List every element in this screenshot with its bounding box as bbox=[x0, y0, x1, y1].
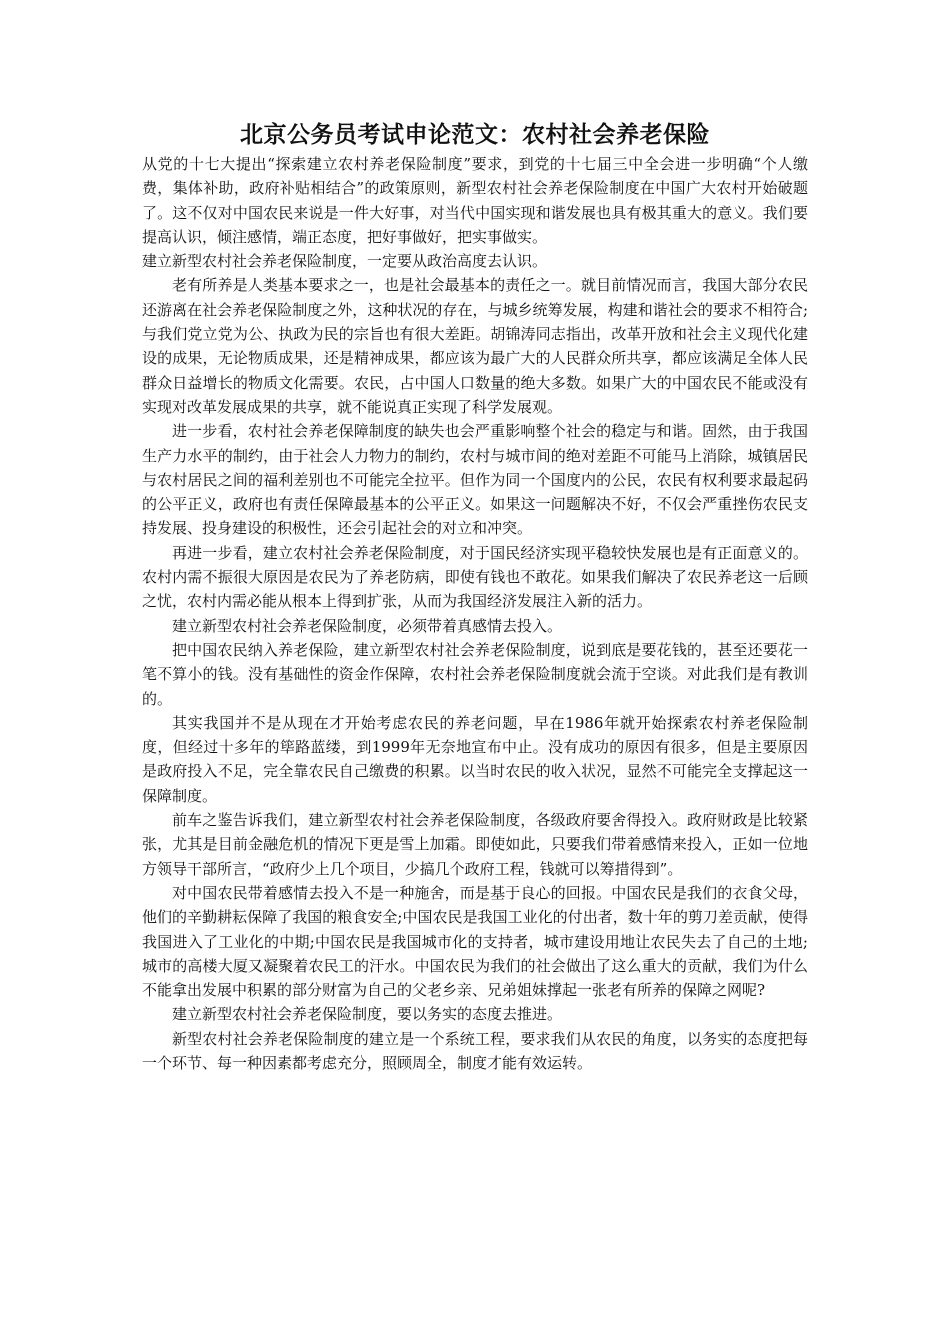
document-page bbox=[142, 118, 808, 1075]
paragraph: 新型农村社会养老保险制度的建立是一个系统工程，要求我们从农民的角度，以务实的态度把每一个环节、每一种因素都考虑充分，照顾周全，制度才能有效运转。 bbox=[142, 1029, 808, 1072]
paragraph: 从党的十七大提出“探索建立农村养老保险制度”要求，到党的十七届三中全会进一步明确“个人缴费，集体补助，政府补贴相结合”的政策原则，新型农村社会养老保险制度在中国广大农村开始破题了。这不仅对中国农民来说是一件大好事，对当代中国实现和谐发展也具有极其重大的意义。我们要提高认识，倾注感情，端正态度，把好事做好，把实事做实。 bbox=[142, 155, 808, 246]
paragraph: 老有所养是人类基本要求之一，也是社会最基本的责任之一。就目前情况而言，我国大部分农民还游离在社会养老保险制度之外，这种状况的存在，与城乡统筹发展，构建和谐社会的要求不相符合;与我们党立党为公、执政为民的宗旨也有很大差距。胡锦涛同志指出，改革开放和社会主义现代化建设的成果，无论物质成果，还是精神成果，都应该为最广大的人民群众所共享，都应该满足全体人民群众日益增长的物质文化需要。农民，占中国人口数量的绝大多数。如果广大的中国农民不能或没有实现对改革发展成果的共享，就不能说真正实现了科学发展观。 bbox=[142, 276, 808, 416]
paragraph: 把中国农民纳入养老保险，建立新型农村社会养老保险制度，说到底是要花钱的，甚至还要花一笔不算小的钱。没有基础性的资金作保障，农村社会养老保险制度就会流于空谈。对此我们是有教训的。 bbox=[142, 640, 808, 708]
document-title: 北京公务员考试申论范文：农村社会养老保险 bbox=[240, 122, 710, 148]
paragraph: 其实我国并不是从现在才开始考虑农民的养老问题，早在1986年就开始探索农村养老保险制度，但经过十多年的筚路蓝缕，到1999年无奈地宣布中止。没有成功的原因有很多，但是主要原因是政府投入不足，完全靠农民自己缴费的积累。以当时农民的收入状况，显然不可能完全支撑起这一保障制度。 bbox=[142, 713, 808, 805]
paragraph: 进一步看，农村社会养老保障制度的缺失也会严重影响整个社会的稳定与和谐。固然，由于我国生产力水平的制约，由于社会人力物力的制约，农村与城市间的绝对差距不可能马上消除，城镇居民与农村居民之间的福利差别也不可能完全拉平。但作为同一个国度内的公民，农民有权利要求最起码的公平正义，政府也有责任保障最基本的公平正义。如果这一问题解决不好，不仅会严重挫伤农民支持发展、投身建设的积极性，还会引起社会的对立和冲突。 bbox=[142, 422, 808, 538]
paragraph: 建立新型农村社会养老保险制度，一定要从政治高度去认识。 bbox=[142, 252, 548, 271]
paragraph: 建立新型农村社会养老保险制度，要以务实的态度去推进。 bbox=[172, 1005, 563, 1024]
paragraph: 对中国农民带着感情去投入不是一种施舍，而是基于良心的回报。中国农民是我们的衣食父母，他们的辛勤耕耘保障了我国的粮食安全;中国农民是我国工业化的付出者，数十年的剪刀差贡献，使得我国进入了工业化的中期;中国农民是我国城市化的支持者，城市建设用地让农民失去了自己的土地;城市的高楼大厦又凝聚着农民工的汗水。中国农民为我们的社会做出了这么重大的贡献，我们为什么不能拿出发展中积累的部分财富为自己的父老乡亲、兄弟姐妹撑起一张老有所养的保障之网呢? bbox=[142, 883, 808, 1000]
paragraph: 建立新型农村社会养老保险制度，必须带着真感情去投入。 bbox=[172, 616, 563, 635]
paragraph: 再进一步看，建立农村社会养老保险制度，对于国民经济实现平稳较快发展也是有正面意义的。农村内需不振很大原因是农民为了养老防病，即使有钱也不敢花。如果我们解决了农民养老这一后顾之忧，农村内需必能从根本上得到扩张，从而为我国经济发展注入新的活力。 bbox=[142, 543, 808, 611]
paragraph: 前车之鉴告诉我们，建立新型农村社会养老保险制度，各级政府要舍得投入。政府财政是比较紧张，尤其是目前金融危机的情况下更是雪上加霜。即使如此，只要我们带着感情来投入，正如一位地方领导干部所言，“政府少上几个项目，少搞几个政府工程，钱就可以筹措得到”。 bbox=[142, 811, 808, 878]
document-body bbox=[142, 152, 808, 1075]
